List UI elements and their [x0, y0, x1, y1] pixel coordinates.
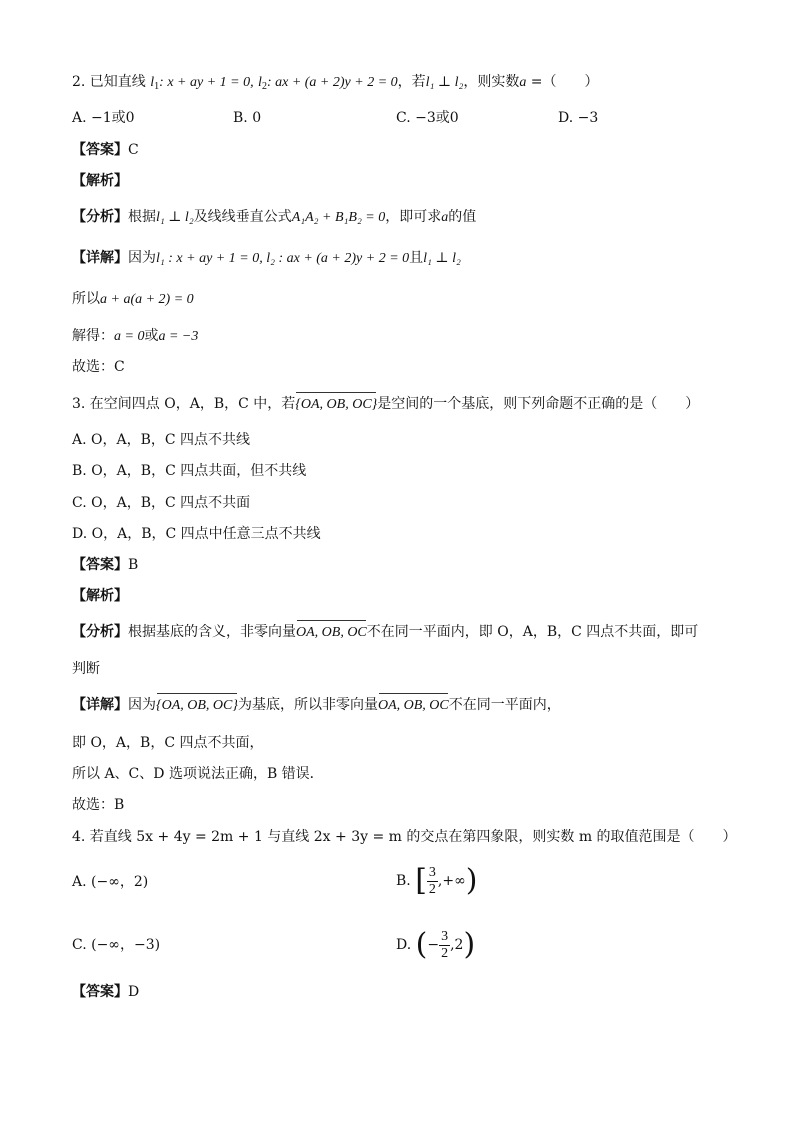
q3-analysis-label: 【解析】 [72, 588, 128, 604]
q2-fenxi [72, 207, 476, 228]
q3-stem-set: {OA, OB, OC} [295, 395, 377, 415]
q3-detail-label: 【详解】 [72, 697, 128, 713]
q3-fenxi [72, 622, 698, 643]
q2-fenxi-text4: 的值 [448, 209, 477, 225]
q2-line-so-formula: a + a(a + 2) = 0 [100, 292, 194, 307]
q2-fenxi-label: 【分析】 [72, 209, 128, 225]
q3-detail-text2: 为基底，所以非零向量 [237, 697, 378, 713]
q4-option-d-num: 3 [441, 928, 449, 944]
q3-stem [72, 394, 699, 415]
q2-option-b: B. 0 [233, 110, 262, 126]
q2-option-a: A. −1或0 [72, 110, 135, 126]
q3-fenxi-text: 根据基底的含义，非零向量 [128, 624, 296, 640]
q3-detail-vecs: OA, OB, OC [378, 696, 449, 716]
q3-line-so: 所以 A、C、D 选项说法正确，B 错误． [72, 766, 324, 782]
q2-stem-var: a [519, 75, 527, 90]
q3-answer-value: B [128, 557, 139, 573]
q2-stem-prefix: 2. 已知直线 [72, 74, 146, 90]
q3-stem-suffix: 是空间的一个基底，则下列命题不正确的是（ ） [377, 396, 700, 412]
q2-stem-mid: ，若 [397, 74, 426, 90]
q3-analysis-heading [72, 586, 128, 606]
q2-stem-l2: $l_2$ [258, 75, 267, 92]
q2-fenxi-var: a [441, 210, 449, 225]
q3-detail-set: {OA, OB, OC} [156, 696, 238, 716]
q3-line-ji: 即 O，A，B，C 四点不共面， [72, 735, 264, 751]
q2-analysis-label: 【解析】 [72, 173, 128, 189]
q2-stem-eq1: : x + ay + 1 = 0, [159, 75, 254, 90]
q4-option-b-open: [ [415, 863, 427, 898]
q2-line-solve-text: 解得： [72, 328, 114, 344]
q2-line-solve-formula: a = 0 [114, 329, 145, 344]
q2-detail-formula: l₁ : x + ay + 1 = 0, l₂ : ax + (a + 2)y + 2 = 0 [156, 251, 410, 266]
q4-option-a: A. (−∞，2) [72, 874, 149, 890]
q3-option-d: D. O，A，B，C 四点中任意三点不共线 [72, 526, 321, 542]
q3-detail-text: 因为 [128, 697, 156, 713]
q4-option-d-tail: ,2 [450, 937, 464, 953]
q4-option-b-label: B. [396, 873, 411, 889]
q3-fenxi-vecs: OA, OB, OC [296, 623, 367, 643]
q2-stem [72, 72, 599, 97]
q2-fenxi-formula: l₁ ⊥ l₂ [156, 210, 194, 225]
q4-option-d-sign: − [427, 937, 440, 953]
q2-line-so-text: 所以 [72, 291, 100, 307]
q4-option-b-num: 3 [428, 864, 436, 880]
q2-line-solve-or: 或 [144, 328, 159, 344]
q3-fenxi-label: 【分析】 [72, 624, 128, 640]
q4-answer-label: 【答案】 [72, 984, 128, 1000]
q2-detail-formula2: l₁ ⊥ l₂ [423, 251, 461, 266]
q4-option-b-tail: ,+∞ [437, 873, 466, 889]
q4-option-b [396, 858, 477, 904]
q4-option-d-label: D. [396, 937, 412, 953]
q2-answer-value: C [128, 142, 139, 158]
q2-option-c: C. −3或0 [396, 110, 459, 126]
q3-option-b: B. O，A，B，C 四点共面，但不共线 [72, 463, 307, 479]
q4-stem: 4. 若直线 5x + 4y = 2m + 1 与直线 2x + 3y = m 的交点在第四象限，则实数 m 的取值范围是（ ） [72, 829, 737, 845]
q2-choose: 故选：C [72, 359, 125, 375]
q3-fenxi-text2: 不在同一平面内，即 O，A，B，C 四点不共面，即可 [366, 624, 699, 640]
q4-option-d [396, 922, 475, 968]
q2-stem-suffix: ，则实数 [463, 74, 520, 90]
q2-detail-text: 因为 [128, 250, 156, 266]
q3-option-c: C. O，A，B，C 四点不共面 [72, 495, 251, 511]
q2-stem-eq2: : ax + (a + 2)y + 2 = 0 [266, 75, 398, 90]
q2-line-solve-formula2: a = −3 [158, 329, 199, 344]
q4-option-b-den: 2 [428, 881, 436, 897]
q4-option-c: C. (−∞，−3) [72, 937, 161, 953]
q4-option-d-close: ) [463, 927, 476, 962]
q4-option-d-den: 2 [441, 945, 449, 961]
q2-stem-end: =（ ） [526, 74, 599, 90]
q3-option-a: A. O，A，B，C 四点不共线 [72, 432, 251, 448]
q2-detail-label: 【详解】 [72, 250, 128, 266]
q4-option-b-frac [427, 865, 438, 898]
q3-choose: 故选：B [72, 797, 125, 813]
q3-fenxi-cont: 判断 [72, 661, 100, 677]
q2-answer [72, 140, 139, 160]
q4-option-d-frac [439, 929, 450, 962]
q4-option-d-open: ( [415, 927, 428, 962]
q4-answer-value: D [128, 984, 140, 1000]
q4-option-b-close: ) [465, 863, 478, 898]
q2-line-so [72, 289, 194, 310]
q3-answer [72, 555, 138, 575]
q2-analysis-heading [72, 171, 128, 191]
q3-stem-prefix: 3. 在空间四点 O，A，B，C 中，若 [72, 396, 296, 412]
q2-fenxi-text: 根据 [128, 209, 156, 225]
q2-fenxi-text3: ，即可求 [385, 209, 442, 225]
q2-option-d: D. −3 [558, 110, 599, 126]
q2-stem-perp: l₁ ⊥ l₂ [425, 75, 464, 90]
q2-fenxi-text2: 及线线垂直公式 [193, 209, 292, 225]
q2-detail [72, 248, 461, 269]
q3-detail-text3: 不在同一平面内， [448, 697, 561, 713]
q2-answer-label: 【答案】 [72, 142, 128, 158]
q3-detail [72, 695, 561, 716]
q2-line-solve [72, 326, 198, 347]
q4-answer [72, 982, 139, 1002]
q2-detail-text2: 且 [409, 250, 424, 266]
q2-stem-l1: $l_1$ [150, 75, 160, 92]
q3-answer-label: 【答案】 [72, 557, 128, 573]
q2-fenxi-formula2: A₁A₂ + B₁B₂ = 0 [291, 210, 386, 225]
